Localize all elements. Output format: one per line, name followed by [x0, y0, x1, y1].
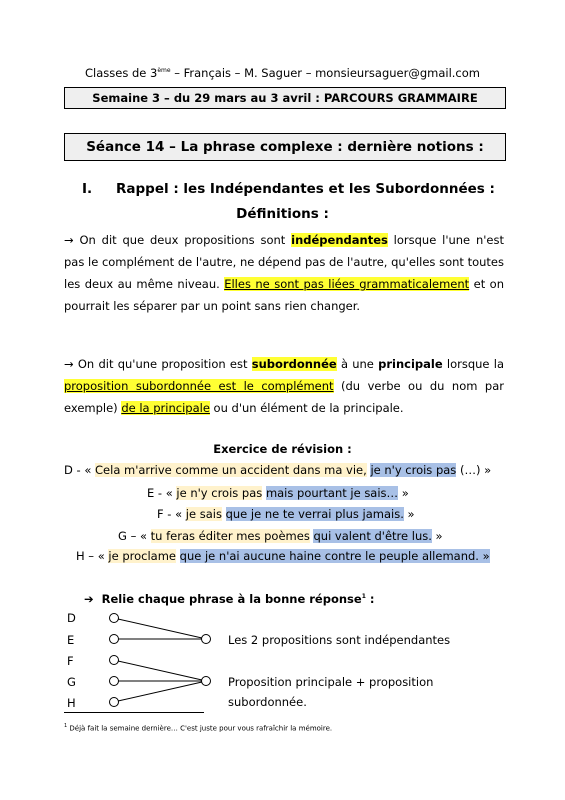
letter-h: H [67, 696, 76, 710]
answer-subordonnee-line2: subordonnée. [228, 695, 307, 709]
dot-d[interactable] [110, 614, 119, 623]
letter-g: G [67, 675, 76, 689]
definition-subordonnees: → On dit qu'une proposition est subordonnée à une principale lorsque la proposition subordonnée est le complément (du verbe ou du nom par exemple) de la principale ou d'un élément de la principale. [64, 357, 504, 415]
dot-f[interactable] [110, 656, 119, 665]
dot-h[interactable] [110, 698, 119, 707]
dot-answer-a[interactable] [202, 635, 211, 644]
page-header: Classes de 3ème – Français – M. Saguer – monsieursaguer@gmail.com [84, 66, 480, 80]
answer-subordonnee-line1: Proposition principale + proposition [228, 675, 434, 689]
link-h-b [118, 682, 202, 701]
sentence-f: F - « je sais que je ne te verrai plus jamais. » [157, 507, 415, 521]
dot-g[interactable] [110, 677, 119, 686]
definitions-heading: Définitions : [236, 206, 329, 222]
footnote-divider [64, 712, 204, 713]
answer-independantes: Les 2 propositions sont indépendantes [228, 633, 451, 647]
letter-d: D [67, 611, 76, 625]
section-heading: I. Rappel : les Indépendantes et les Subordonnées : [82, 181, 495, 197]
sentence-h: H – « je proclame que je n'ai aucune haine contre le peuple allemand. » [76, 549, 490, 563]
dot-answer-b[interactable] [202, 677, 211, 686]
dot-e[interactable] [110, 635, 119, 644]
footnote: $^1$ Déjà fait la semaine dernière… C'est juste pour vous rafraîchir la mémoire. [64, 723, 333, 733]
instruction: ➔ Relie chaque phrase à la bonne réponse$^1$ : [84, 592, 375, 606]
link-d-a [118, 619, 202, 638]
exercise-title: Exercice de révision : [213, 442, 352, 456]
session-title: Séance 14 – La phrase complexe : dernière notions : [64, 133, 506, 161]
link-f-b [118, 661, 202, 680]
letter-f: F [67, 654, 74, 668]
definition-independantes: → On dit que deux propositions sont indépendantes lorsque l'une n'est pas le complément de l'autre, ne dépend pas de l'autre, qu'elles sont toutes les deux au même niveau. Elles ne sont pas liées grammaticalement et on pourrait les séparer par un point sans rien changer. [64, 233, 504, 313]
sentence-g: G – « tu feras éditer mes poèmes qui valent d'être lus. » [118, 529, 443, 543]
sentence-e: E - « je n'y crois pas mais pourtant je sais… » [147, 486, 409, 500]
letter-e: E [67, 633, 75, 647]
week-banner: Semaine 3 – du 29 mars au 3 avril : PARCOURS GRAMMAIRE [64, 87, 506, 109]
sentence-d: D - « Cela m'arrive comme un accident dans ma vie, je n'y crois pas (…) » [64, 463, 492, 477]
